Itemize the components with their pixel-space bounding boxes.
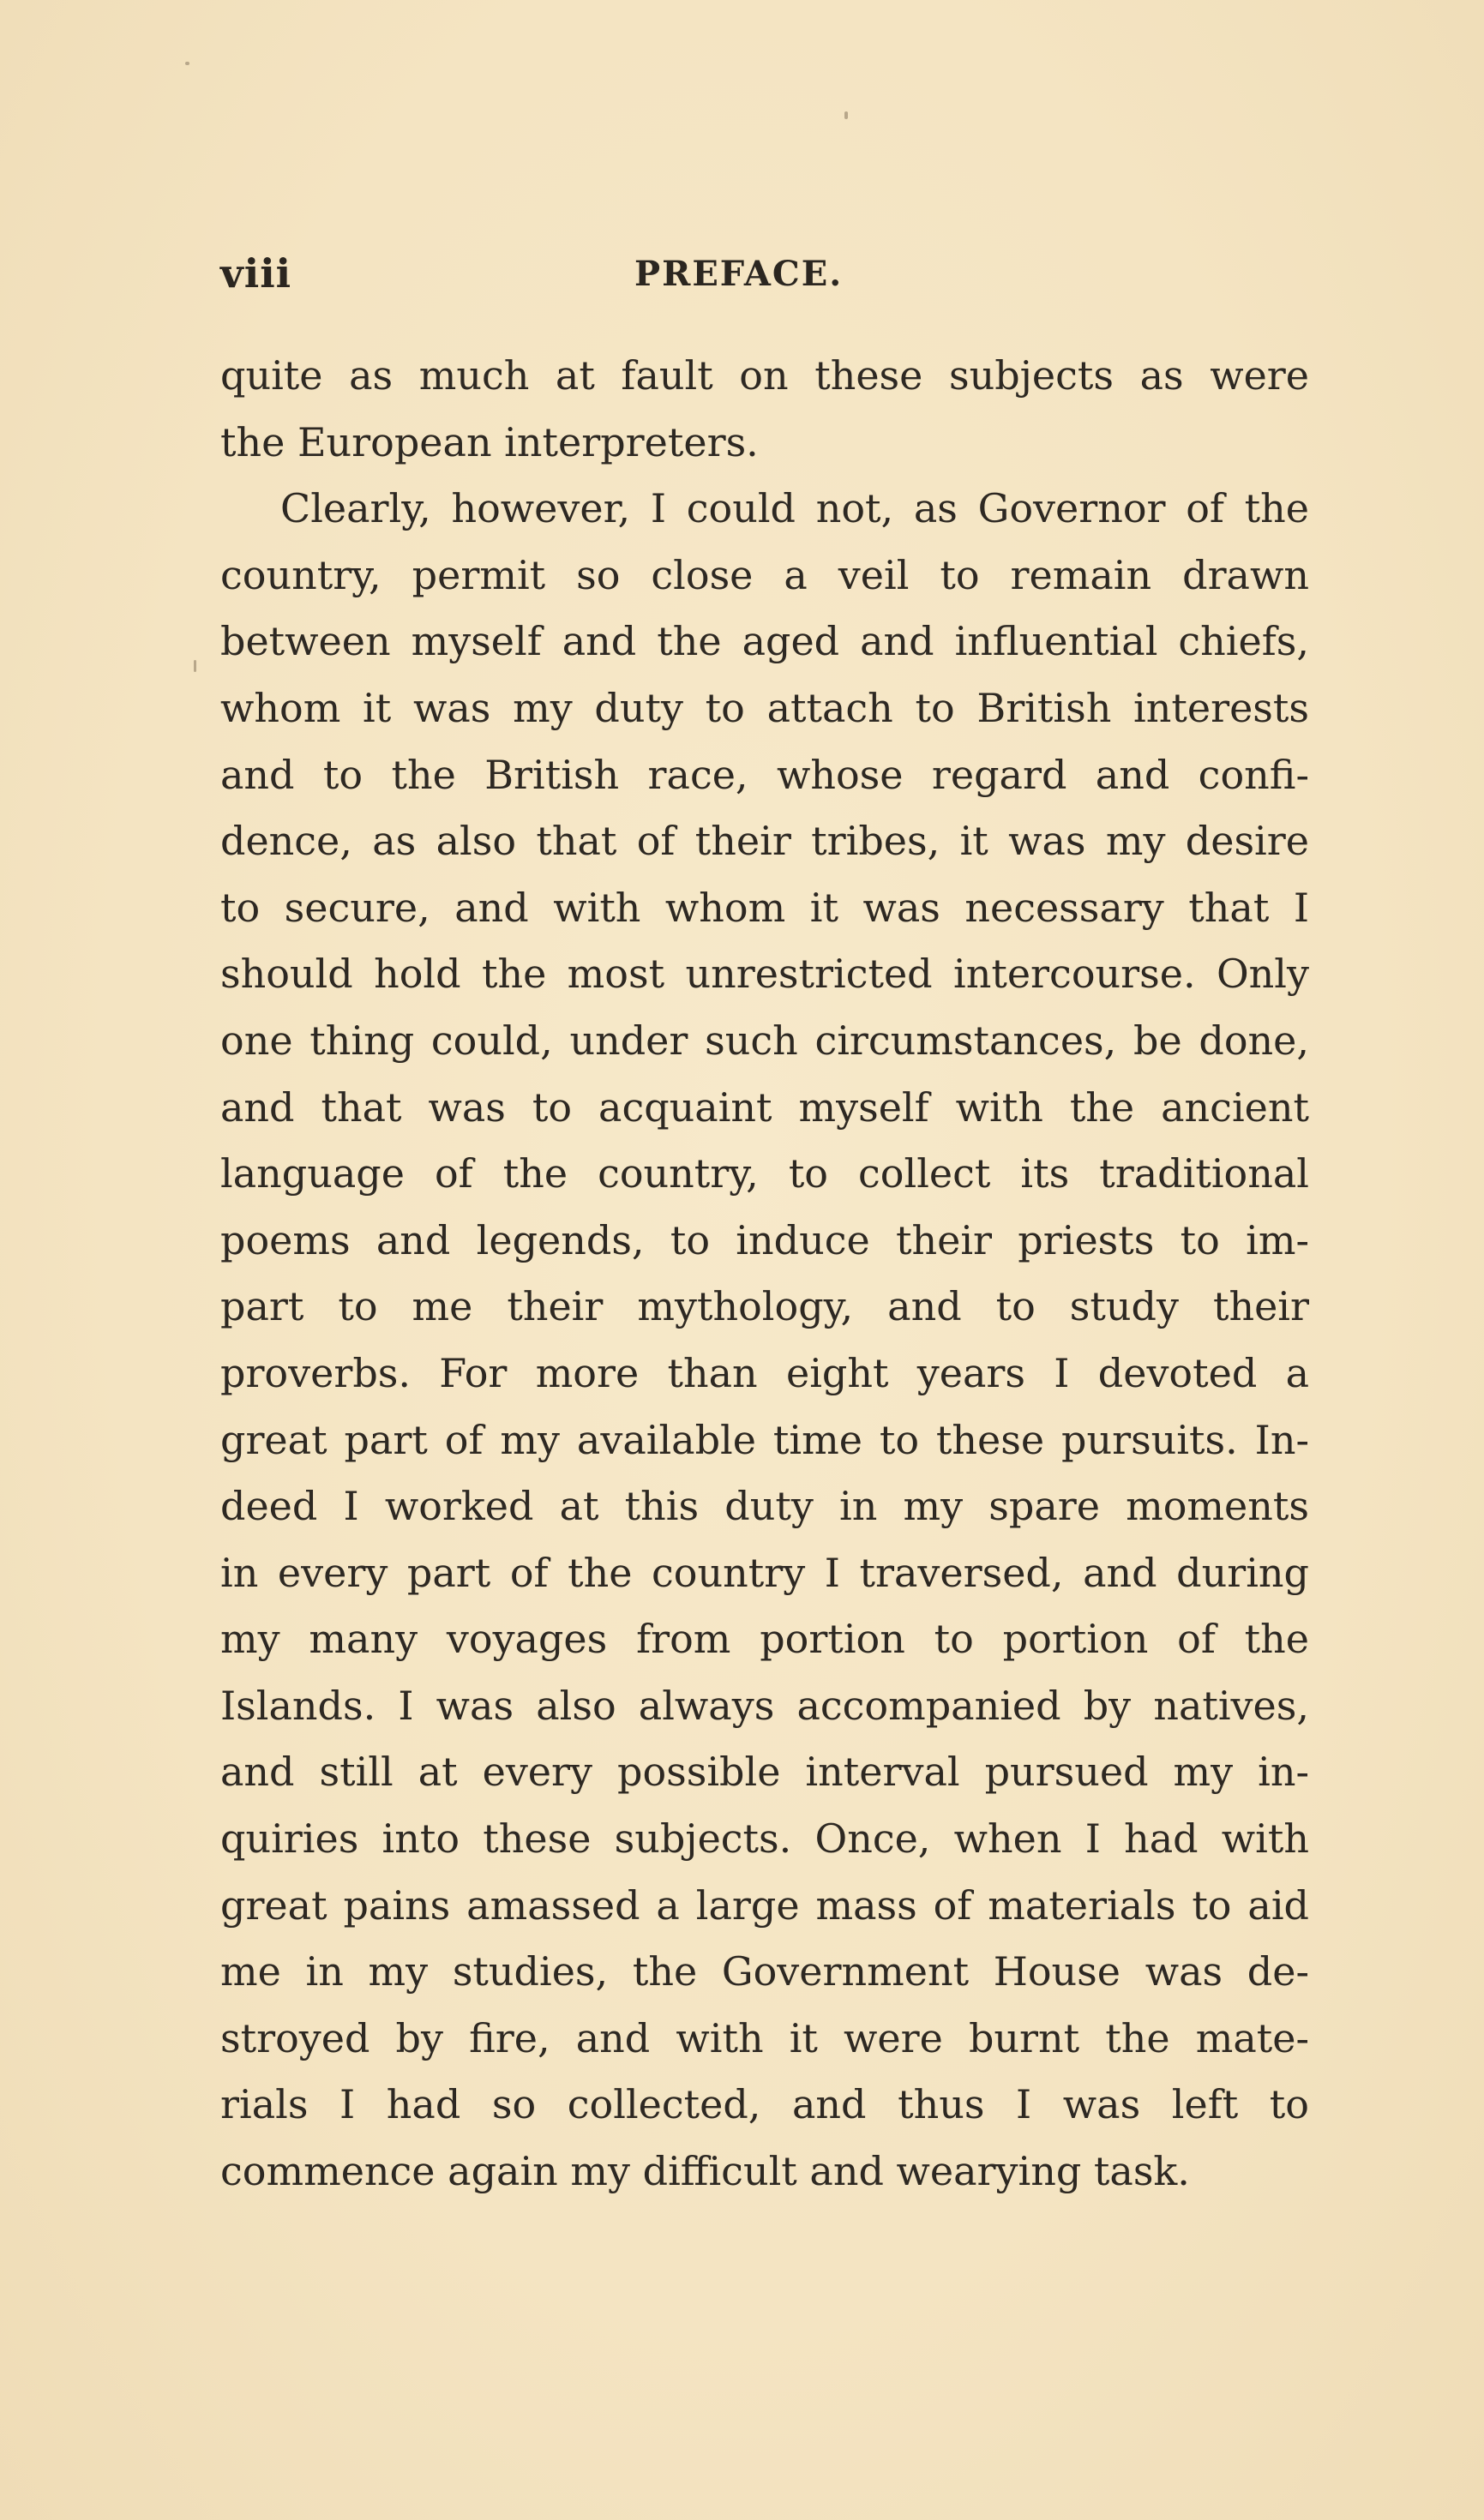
text-line: quite as much at fault on these subjects as were bbox=[220, 352, 1309, 399]
text-line: dence, as also that of their tribes, it was my desire bbox=[220, 818, 1309, 865]
text-line: country, permit so close a veil to remain drawn bbox=[220, 551, 1309, 598]
text-line: deed I worked at this duty in my spare moments bbox=[220, 1483, 1309, 1530]
text-line: in every part of the country I traversed, and during bbox=[220, 1549, 1309, 1596]
text-line: stroyed by fire, and with it were burnt the mate- bbox=[220, 2014, 1309, 2061]
text-line: me in my studies, the Government House was de- bbox=[220, 1948, 1309, 1995]
text-line: should hold the most unrestricted intercourse. Only bbox=[220, 951, 1309, 998]
text-line: rials I had so collected, and thus I was left to bbox=[220, 2081, 1309, 2128]
text-line: and that was to acquaint myself with the ancient bbox=[220, 1083, 1309, 1131]
text-line: between myself and the aged and influential chiefs, bbox=[220, 618, 1309, 665]
page-number: viii bbox=[220, 250, 292, 297]
text-line: and still at every possible interval pursued my in- bbox=[220, 1749, 1309, 1796]
text-line: language of the country, to collect its traditional bbox=[220, 1150, 1309, 1197]
paper-speck bbox=[844, 111, 848, 119]
text-line: to secure, and with whom it was necessary that I bbox=[220, 884, 1309, 931]
running-title: PREFACE. bbox=[634, 254, 844, 294]
text-line: poems and legends, to induce their priests to im- bbox=[220, 1216, 1309, 1263]
text-line: the European interpreters. bbox=[220, 418, 759, 465]
text-line: Clearly, however, I could not, as Governor of the bbox=[280, 485, 1309, 532]
text-line: quiries into these subjects. Once, when I had with bbox=[220, 1815, 1309, 1863]
text-line: one thing could, under such circumstances, be done, bbox=[220, 1017, 1309, 1064]
text-line: and to the British race, whose regard and confi- bbox=[220, 751, 1309, 798]
text-line: part to me their mythology, and to study their bbox=[220, 1283, 1309, 1330]
text-line: Islands. I was also always accompanied by natives, bbox=[220, 1682, 1309, 1729]
paper-speck bbox=[194, 660, 196, 672]
text-line: great pains amassed a large mass of materials to aid bbox=[220, 1881, 1309, 1929]
text-line: great part of my available time to these pursuits. In- bbox=[220, 1416, 1309, 1463]
text-line: proverbs. For more than eight years I devoted a bbox=[220, 1349, 1309, 1396]
running-head bbox=[0, 250, 1484, 298]
paper-speck bbox=[185, 62, 189, 65]
text-line: commence again my difficult and wearying task. bbox=[220, 2148, 1190, 2195]
text-line: whom it was my duty to attach to British interests bbox=[220, 684, 1309, 731]
text-line: my many voyages from portion to portion of the bbox=[220, 1616, 1309, 1663]
body-text bbox=[220, 343, 1309, 2205]
